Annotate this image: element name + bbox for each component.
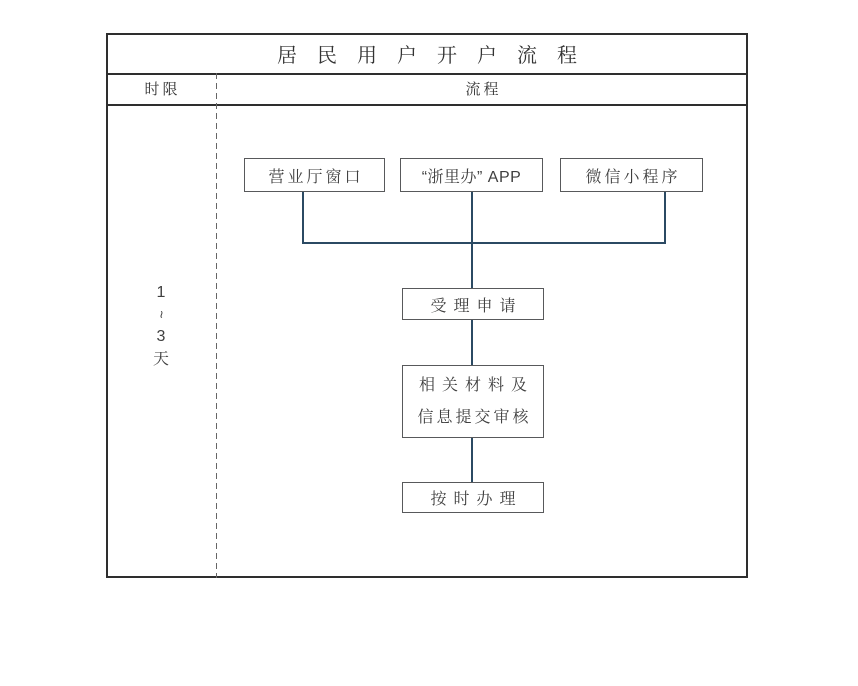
channel-box-zheliban-app bbox=[400, 158, 543, 192]
step-box-handle-on-time bbox=[402, 482, 544, 513]
connector-join-horizontal bbox=[302, 242, 666, 244]
step-box-materials-review-line2: 信息提交审核 bbox=[417, 408, 532, 426]
step-box-materials-review-line1: 相关材料及 bbox=[418, 376, 534, 394]
connector-review-to-handle bbox=[471, 438, 473, 482]
step-box-accept-application-label: 受理申请 bbox=[430, 297, 523, 315]
header-separator-line bbox=[106, 104, 748, 106]
time-limit-char: 1 bbox=[156, 284, 166, 301]
channel-box-zheliban-app-label: “浙里办” APP bbox=[421, 168, 522, 186]
connector-app-to-accept bbox=[471, 192, 473, 288]
diagram-title bbox=[106, 35, 748, 71]
step-box-accept-application bbox=[402, 288, 544, 320]
column-header-process bbox=[216, 75, 748, 102]
time-limit-value bbox=[106, 281, 216, 371]
dashed-column-divider bbox=[216, 73, 217, 578]
connector-accept-to-review bbox=[471, 320, 473, 365]
step-box-materials-review bbox=[402, 365, 544, 438]
channel-box-service-hall-label: 营业厅窗口 bbox=[268, 168, 364, 186]
time-limit-tilde: ~ bbox=[153, 310, 170, 319]
column-header-process-label: 流程 bbox=[465, 81, 502, 98]
channel-box-service-hall bbox=[244, 158, 385, 192]
channel-box-wechat-miniprogram bbox=[560, 158, 703, 192]
time-limit-char: 天 bbox=[152, 351, 169, 368]
time-limit-char: 3 bbox=[156, 328, 166, 345]
column-header-time-limit bbox=[106, 75, 216, 102]
column-header-time-limit-label: 时限 bbox=[144, 81, 181, 98]
connector-wechat-down bbox=[664, 192, 666, 243]
step-box-handle-on-time-label: 按时办理 bbox=[430, 491, 523, 508]
connector-hall-down bbox=[302, 192, 304, 243]
diagram-title-text: 居民用户开户流程 bbox=[277, 44, 597, 67]
channel-box-wechat-miniprogram-label: 微信小程序 bbox=[585, 168, 681, 186]
